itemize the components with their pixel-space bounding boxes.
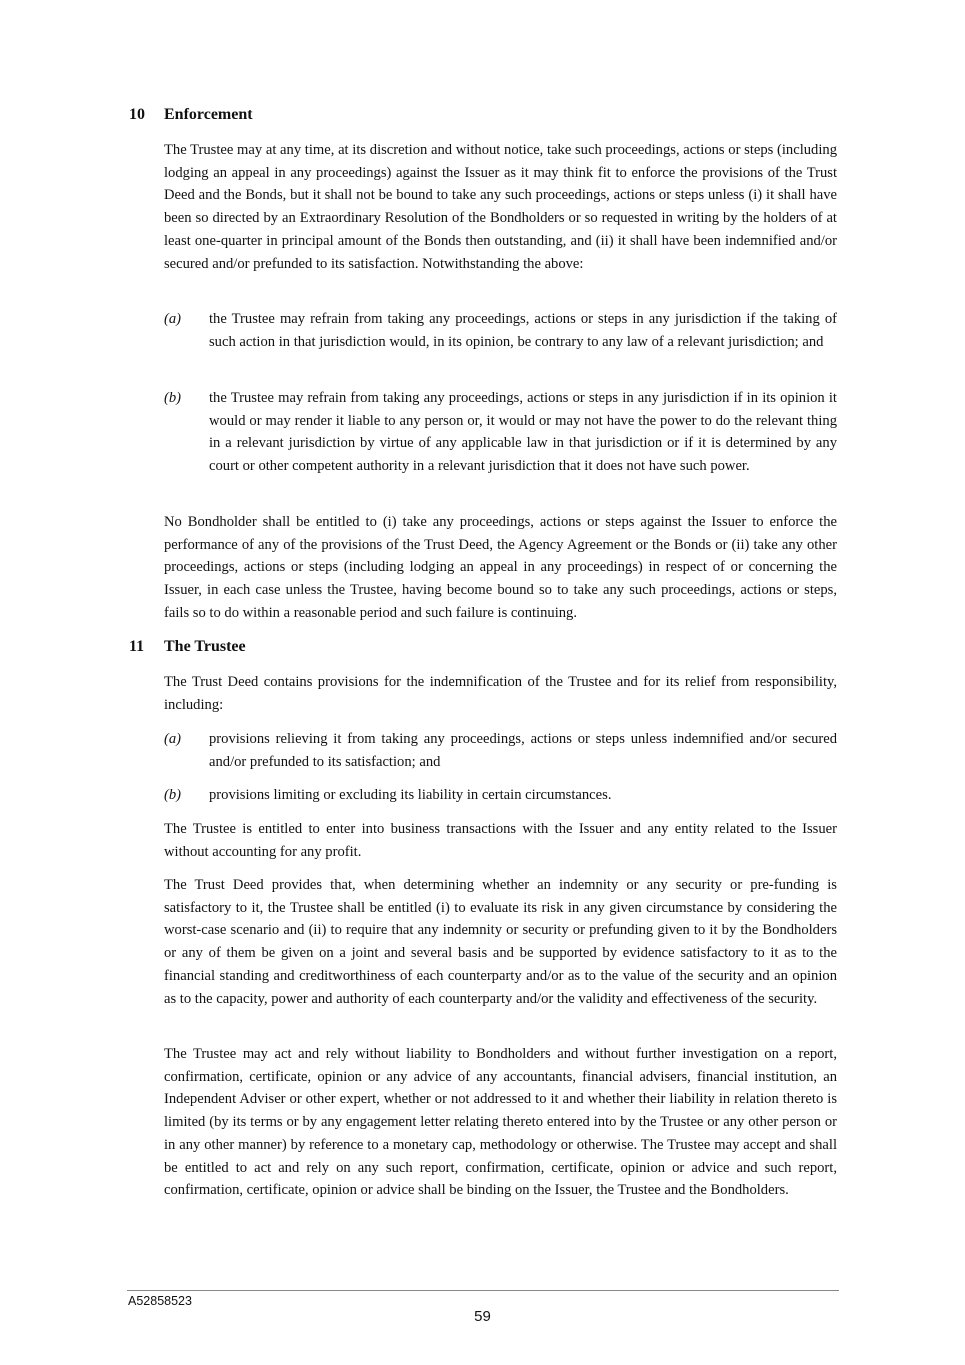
item-text: the Trustee may refrain from taking any proceedings, actions or steps in any jurisdiction if the taking of such action in that jurisdiction would, in its opinion, be contrary to any law of a relevant jurisdiction; and [209, 311, 837, 350]
trustee-paragraph-1: The Trustee is entitled to enter into business transactions with the Issuer and any entity related to the Issuer without accounting for any profit. [164, 821, 837, 860]
item-label: (a) [164, 731, 182, 747]
trustee-item-b [164, 784, 837, 807]
trustee-paragraph-2: The Trust Deed provides that, when determining whether an indemnity or any security or pre-funding is satisfactory to it, the Trustee shall be entitled (i) to evaluate its risk in any given circumstance by considering the worst-case scenario and (ii) to require that any indemnity or security or prefunding given to it by the Bondholders or any of them be given on a joint and several basis and be supported by evidence satisfactory to it as to the financial standing and creditworthiness of each counterparty and/or as to the value of the security and an opinion as to the capacity, power and authority of each counterparty and/or the validity and effectiveness of the security. [164, 877, 837, 1007]
trustee-intro-paragraph: The Trust Deed contains provisions for the indemnification of the Trustee and for its relief from responsibility, including: [164, 674, 837, 713]
item-label: (a) [164, 311, 182, 327]
document-reference: A52858523 [128, 1294, 192, 1308]
section-heading-trustee [129, 636, 246, 658]
item-label: (b) [164, 787, 182, 803]
trustee-item-a [164, 728, 837, 773]
section-number: 10 [129, 106, 145, 123]
section-heading-enforcement [129, 104, 253, 126]
item-text: provisions limiting or excluding its liability in certain circumstances. [209, 787, 612, 803]
section-title: Enforcement [164, 106, 253, 123]
item-text: provisions relieving it from taking any proceedings, actions or steps unless indemnified and/or secured and/or prefunded to its satisfaction; and [209, 731, 837, 770]
section-number: 11 [129, 638, 145, 655]
enforcement-item-a [164, 308, 837, 353]
item-text: the Trustee may refrain from taking any proceedings, actions or steps in any jurisdiction if in its opinion it would or may render it liable to any person or, it would or may not have the power to do the relevant thing in a relevant jurisdiction by virtue of any applicable law in that jurisdiction or if it is determined by any court or other competent authority in a relevant jurisdiction that it does not have such power. [209, 390, 837, 475]
trustee-paragraph-3: The Trustee may act and rely without liability to Bondholders and without further investigation on a report, confirmation, certificate, opinion or any advice of any accountants, financial advisers, financial institution, an Independent Adviser or other expert, whether or not addressed to it and whether their liability in relation thereto is limited (by its terms or by any engagement letter relating thereto entered into by the Trustee or any other person or in any other manner) by reference to a monetary cap, methodology or otherwise. The Trustee may accept and shall be entitled to act and rely on any such report, confirmation, certificate, opinion or advice and such report, confirmation, certificate, opinion or advice shall be binding on the Issuer, the Trustee and the Bondholders. [164, 1046, 837, 1199]
page-number: 59 [474, 1308, 491, 1325]
section-title: The Trustee [164, 638, 246, 655]
footer-divider [127, 1290, 839, 1291]
item-label: (b) [164, 390, 182, 406]
enforcement-intro-paragraph: The Trustee may at any time, at its discretion and without notice, take such proceedings, actions or steps (including lodging an appeal in any proceedings) against the Issuer as it may think fit to enforce the provisions of the Trust Deed and the Bonds, but it shall not be bound to take any such proceedings, actions or steps unless (i) it shall have been so directed by an Extraordinary Resolution of the Bondholders or so requested in writing by the holders of at least one-quarter in principal amount of the Bonds then outstanding, and (ii) it shall have been indemnified and/or secured and/or prefunded to its satisfaction. Notwithstanding the above: [164, 142, 837, 272]
enforcement-closing-paragraph: No Bondholder shall be entitled to (i) take any proceedings, actions or steps against the Issuer to enforce the performance of any of the provisions of the Trust Deed, the Agency Agreement or the Bonds or (ii) take any other proceedings, actions or steps (including lodging an appeal in any proceedings) in respect of or concerning the Issuer, in each case unless the Trustee, having become bound so to take any such proceedings, actions or steps, fails so to do within a reasonable period and such failure is continuing. [164, 514, 837, 621]
enforcement-item-b [164, 387, 837, 478]
